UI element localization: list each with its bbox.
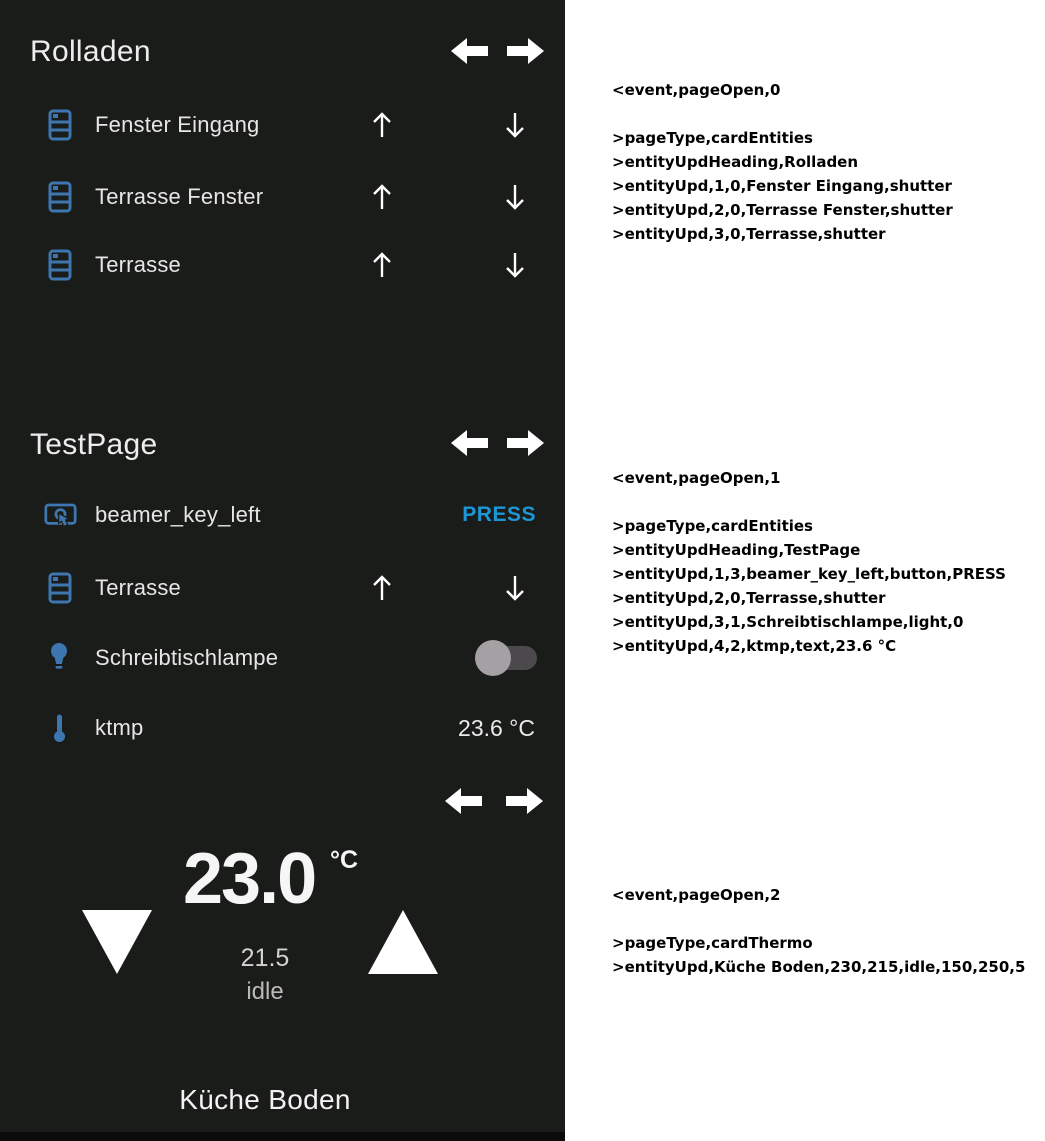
nav-next-button[interactable] [507, 37, 545, 65]
log-line: >entityUpd,1,3,beamer_key_left,button,PRESS [612, 565, 1006, 583]
entity-row-terrasse-fenster [0, 175, 565, 219]
entity-name: Schreibtischlampe [95, 645, 279, 670]
arrow-left-icon [450, 37, 488, 65]
window-shutter-icon [48, 249, 72, 286]
entity-row-beamer-key-left [0, 493, 565, 537]
nav-prev-button[interactable] [444, 787, 482, 815]
log-line: >entityUpd,1,0,Fenster Eingang,shutter [612, 177, 952, 195]
log-block-page0 [612, 78, 1045, 246]
entity-row-ktmp [0, 706, 565, 750]
page-title: Rolladen [30, 35, 151, 68]
log-line: >entityUpd,4,2,ktmp,text,23.6 °C [612, 637, 897, 655]
shutter-down-button[interactable] [503, 573, 527, 608]
log-line: <event,pageOpen,1 [612, 469, 781, 487]
shutter-down-button[interactable] [503, 182, 527, 217]
arrow-left-icon [444, 787, 482, 815]
nav-prev-button[interactable] [450, 429, 488, 457]
arrow-left-icon [450, 429, 488, 457]
entity-row-fenster-eingang [0, 103, 565, 147]
page-title: TestPage [30, 428, 158, 461]
log-line: >entityUpd,2,0,Terrasse,shutter [612, 589, 886, 607]
lightbulb-icon [47, 641, 71, 678]
log-gap [612, 102, 1045, 126]
entity-row-schreibtischlampe [0, 636, 565, 680]
log-line: >entityUpdHeading,Rolladen [612, 153, 859, 171]
log-line: >entityUpd,Küche Boden,230,215,idle,150,250,5 [612, 958, 1026, 976]
arrow-right-icon [507, 37, 545, 65]
log-gap [612, 490, 1045, 514]
nav-next-button[interactable] [507, 429, 545, 457]
log-line: >entityUpd,2,0,Terrasse Fenster,shutter [612, 201, 953, 219]
entity-name: ktmp [95, 715, 144, 740]
log-line: >entityUpd,3,0,Terrasse,shutter [612, 225, 886, 243]
temperature-unit: °C [330, 846, 359, 874]
shutter-up-button[interactable] [370, 110, 394, 145]
window-shutter-icon [48, 181, 72, 218]
hvac-state: idle [246, 978, 284, 1005]
log-line: <event,pageOpen,2 [612, 886, 781, 904]
log-block-page2 [612, 883, 1045, 979]
sensor-value: 23.6 °C [458, 715, 535, 741]
log-line: >pageType,cardThermo [612, 934, 813, 952]
nav-prev-button[interactable] [450, 37, 488, 65]
shutter-up-button[interactable] [370, 573, 394, 608]
shutter-up-button[interactable] [370, 250, 394, 285]
entity-name: beamer_key_left [95, 502, 261, 527]
entity-name: Terrasse [95, 575, 181, 600]
light-toggle[interactable] [479, 645, 537, 670]
log-line: <event,pageOpen,0 [612, 81, 781, 99]
thermometer-icon [52, 713, 67, 748]
shutter-up-button[interactable] [370, 182, 394, 217]
entity-name: Fenster Eingang [95, 112, 260, 137]
log-line: >entityUpd,3,1,Schreibtischlampe,light,0 [612, 613, 964, 631]
window-shutter-icon [48, 109, 72, 146]
press-button[interactable]: PRESS [462, 503, 536, 526]
nav-next-button[interactable] [506, 787, 544, 815]
log-gap [612, 907, 1045, 931]
thermostat-name: Küche Boden [179, 1084, 351, 1115]
toggle-knob [475, 640, 511, 676]
log-line: >pageType,cardEntities [612, 129, 813, 147]
entity-name: Terrasse Fenster [95, 184, 264, 209]
window-shutter-icon [48, 572, 72, 609]
gesture-tap-button-icon [44, 501, 77, 536]
entity-row-terrasse [0, 243, 565, 287]
entity-row-terrasse [0, 566, 565, 610]
shutter-down-button[interactable] [503, 110, 527, 145]
current-temperature: 23.0 [183, 839, 316, 919]
shutter-down-button[interactable] [503, 250, 527, 285]
setpoint-temperature: 21.5 [240, 944, 290, 972]
arrow-right-icon [506, 787, 544, 815]
entity-name: Terrasse [95, 252, 181, 277]
log-block-page1 [612, 466, 1045, 658]
log-line: >pageType,cardEntities [612, 517, 813, 535]
card-testpage [0, 410, 565, 770]
card-rolladen [0, 0, 565, 410]
log-line: >entityUpdHeading,TestPage [612, 541, 861, 559]
arrow-right-icon [507, 429, 545, 457]
panel-bottom-bezel [0, 1132, 565, 1141]
